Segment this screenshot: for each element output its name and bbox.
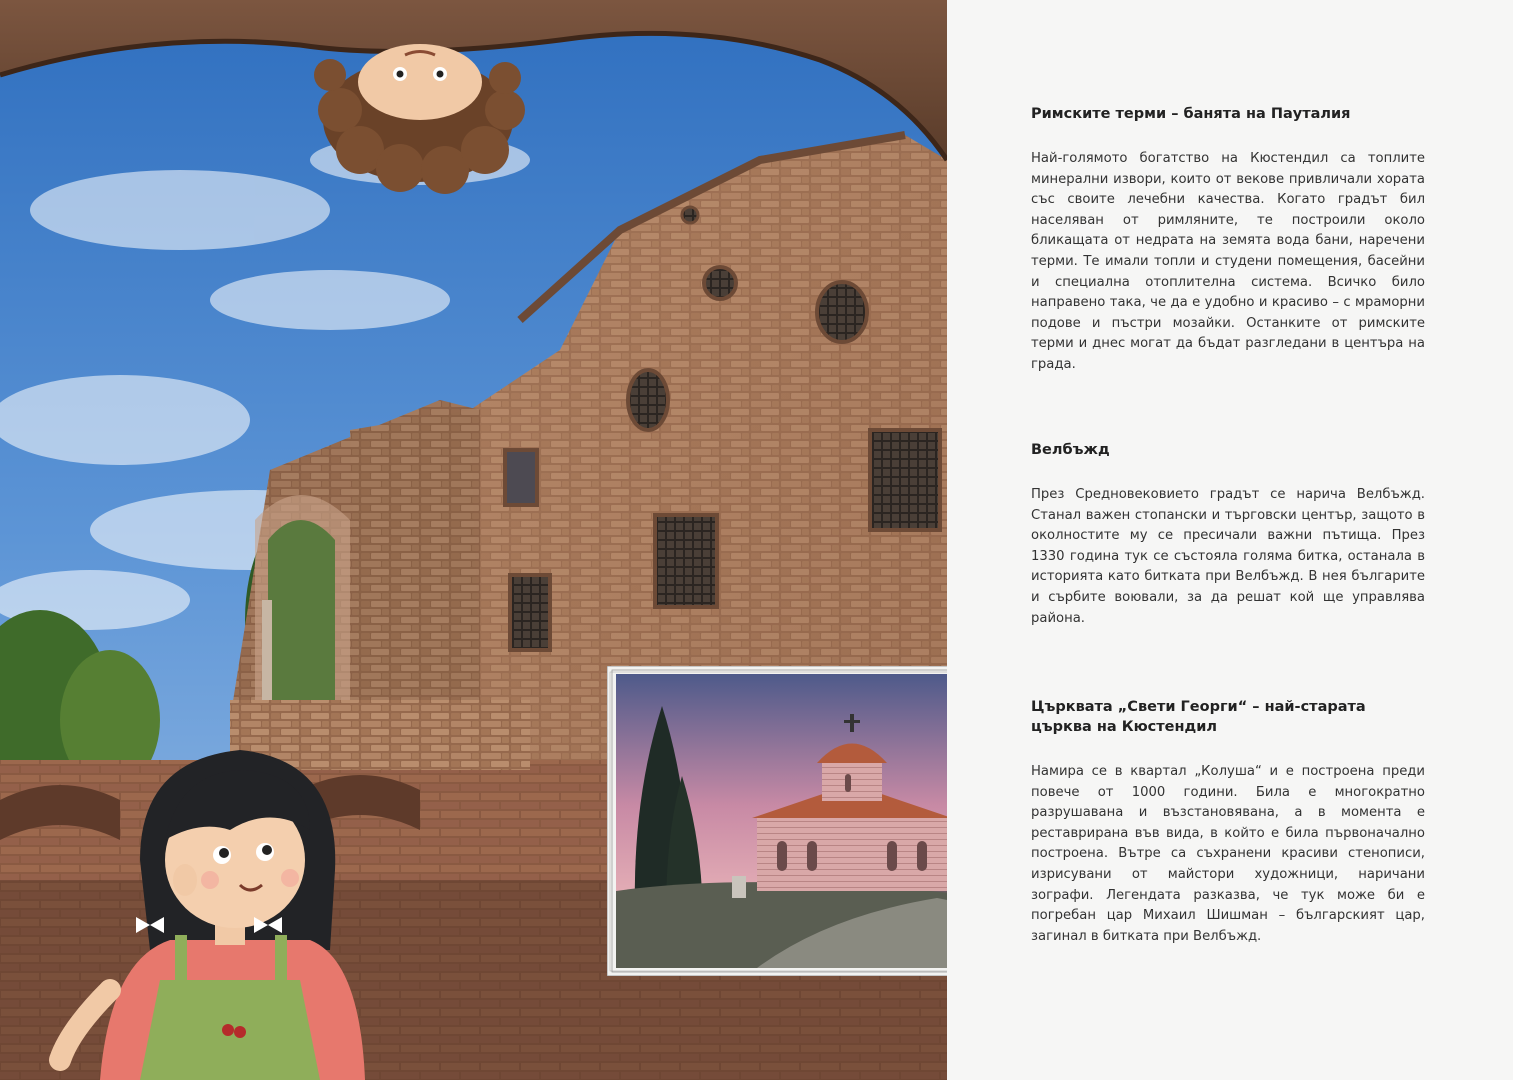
section-title: Римските терми – банята на Пауталия [1031,106,1351,122]
text-panel [947,0,1513,1080]
section-body: Намира се в квартал „Колуша“ и е построена преди повече от 1000 години. Била е многократно разрушавана и възстановявана, а в момента е реставрирана във вида, в който е била първоначално построена. Вътре са съхранени красиви стенописи, изрисувани от майстори художници, наричани зографи. Легендата разказва, че тук може би е погребан цар Михаил Шишман – българският цар, загинал в битката при Велбъжд. [1031,764,1425,944]
section-title: Църквата „Свети Георги“ – най-старата църква на Кюстендил [1031,699,1366,735]
section-title: Велбъжд [1031,442,1110,458]
section-velbazhd [1031,440,1425,629]
section-body: През Средновековието градът се наричa Велбъжд. Станал важен стопански и търговски център, защото в околностите му се пресичали важни пътища. През 1330 година тук се състояла голяма битка, останала в историята като битката при Велбъжд. В нея българите и сърбите воювали, за да решат кой ще управлява района. [1031,487,1425,626]
section-roman-baths [1031,104,1425,376]
church-photo-inset [607,666,987,976]
section-st-george-church [1031,697,1425,947]
section-body: Най-голямото богатство на Кюстендил са топлите минерални извори, които от векове привличали хората със своите лечебни качества. Когато градът бил населяван от римляните, те построили около бликащата от недрата на земята вода бани, наречени терми. Те имали топли и студени помещения, басейни и специална отоплителна система. Всичко било направено така, че да е удобно и красиво – с мраморни подове и пъстри мозайки. Останките от римските терми и днес могат да бъдат разгледани в центъра на града. [1031,151,1425,372]
